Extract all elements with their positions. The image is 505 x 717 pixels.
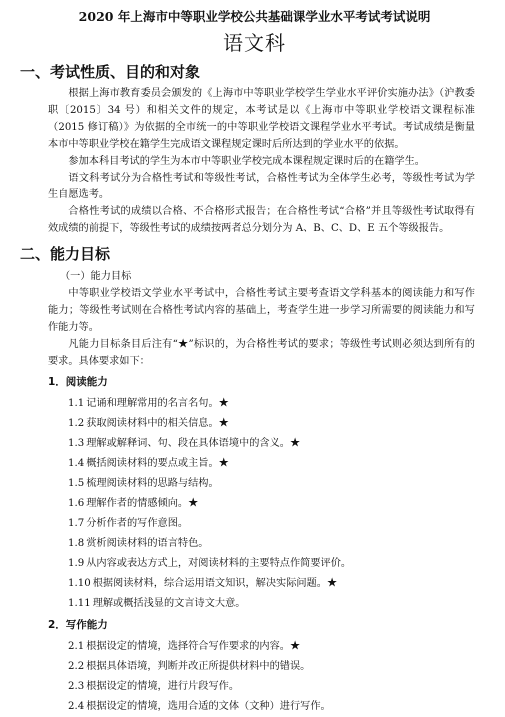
group-heading-writing: 2．写作能力 [48, 618, 108, 631]
paragraph: 根据上海市教育委员会颁发的《上海市中等职业学校学生学业水平评价实施办法》（沪教委职〔2015〕34 号）和相关文件的规定，本考试是以《上海市中等职业学校语文课程标准（2015 修订稿）》为依据的全市统一的中等职业学校语文课程学业水平考试。考试成绩是衡量本市中等职业学校在籍学生完成语文课程规定课时后所达到的学业水平的依据。 [48, 88, 475, 150]
subject-title: 语文科 [223, 31, 286, 55]
group-heading-reading: 1．阅读能力 [48, 375, 108, 388]
subsection-heading: （一）能力目标 [60, 271, 132, 283]
list-item: 1.3 理解或解释词、句、段在具体语境中的含义。★ [68, 437, 301, 449]
list-item: 1.11 理解或概括浅显的文言诗文大意。 [68, 597, 246, 609]
paragraph: 凡能力目标条目后注有“★”标识的，为合格性考试的要求；等级性考试则必须达到所有的要求。具体要求如下： [48, 338, 475, 367]
list-item: 1.5 梳理阅读材料的思路与结构。 [68, 477, 219, 489]
list-item: 2.2 根据具体语境，判断并改正所提供材料中的错误。 [68, 660, 311, 672]
list-item: 2.4 根据设定的情境，选用合适的文体（文种）进行写作。 [68, 700, 331, 712]
list-item: 2.1 根据设定的情境，选择符合写作要求的内容。★ [68, 640, 301, 652]
list-item: 1.7 分析作者的写作意图。 [68, 517, 189, 529]
list-item: 2.3 根据设定的情境，进行片段写作。 [68, 680, 240, 692]
paragraph: 中等职业学校语文学业水平考试中，合格性考试主要考查语文学科基本的阅读能力和写作能力；等级性考试则在合格性考试内容的基础上，考查学生进一步学习所需要的阅读能力和写作能力等。 [48, 288, 475, 333]
list-item: 1.1 记诵和理解常用的名言名句。★ [68, 397, 229, 409]
list-item: 1.4 概括阅读材料的要点或主旨。★ [68, 457, 229, 469]
list-item: 1.2 获取阅读材料中的相关信息。★ [68, 417, 229, 429]
paragraph: 合格性考试的成绩以合格、不合格形式报告；在合格性考试“合格”并且等级性考试取得有效成绩的前提下，等级性考试的成绩按两者总分划分为 A、B、C、D、E 五个等级报告。 [48, 206, 475, 235]
document-title: 2020 年上海市中等职业学校公共基础课学业水平考试考试说明 [78, 9, 431, 24]
list-item: 1.6 理解作者的情感倾向。★ [68, 497, 199, 509]
list-item: 1.8 赏析阅读材料的语言特色。 [68, 537, 209, 549]
section-heading-nature: 一、考试性质、目的和对象 [20, 63, 201, 81]
paragraph: 参加本科目考试的学生为本市中等职业学校完成本课程规定课时后的在籍学生。 [68, 155, 425, 167]
list-item: 1.9 从内容或表达方式上，对阅读材料的主要特点作简要评价。 [68, 557, 352, 569]
section-heading-ability: 二、能力目标 [20, 245, 111, 264]
paragraph: 语文科考试分为合格性考试和等级性考试，合格性考试为全体学生必考，等级性考试为学生自愿选考。 [48, 172, 475, 201]
list-item: 1.10 根据阅读材料，综合运用语文知识，解决实际问题。★ [68, 577, 338, 589]
